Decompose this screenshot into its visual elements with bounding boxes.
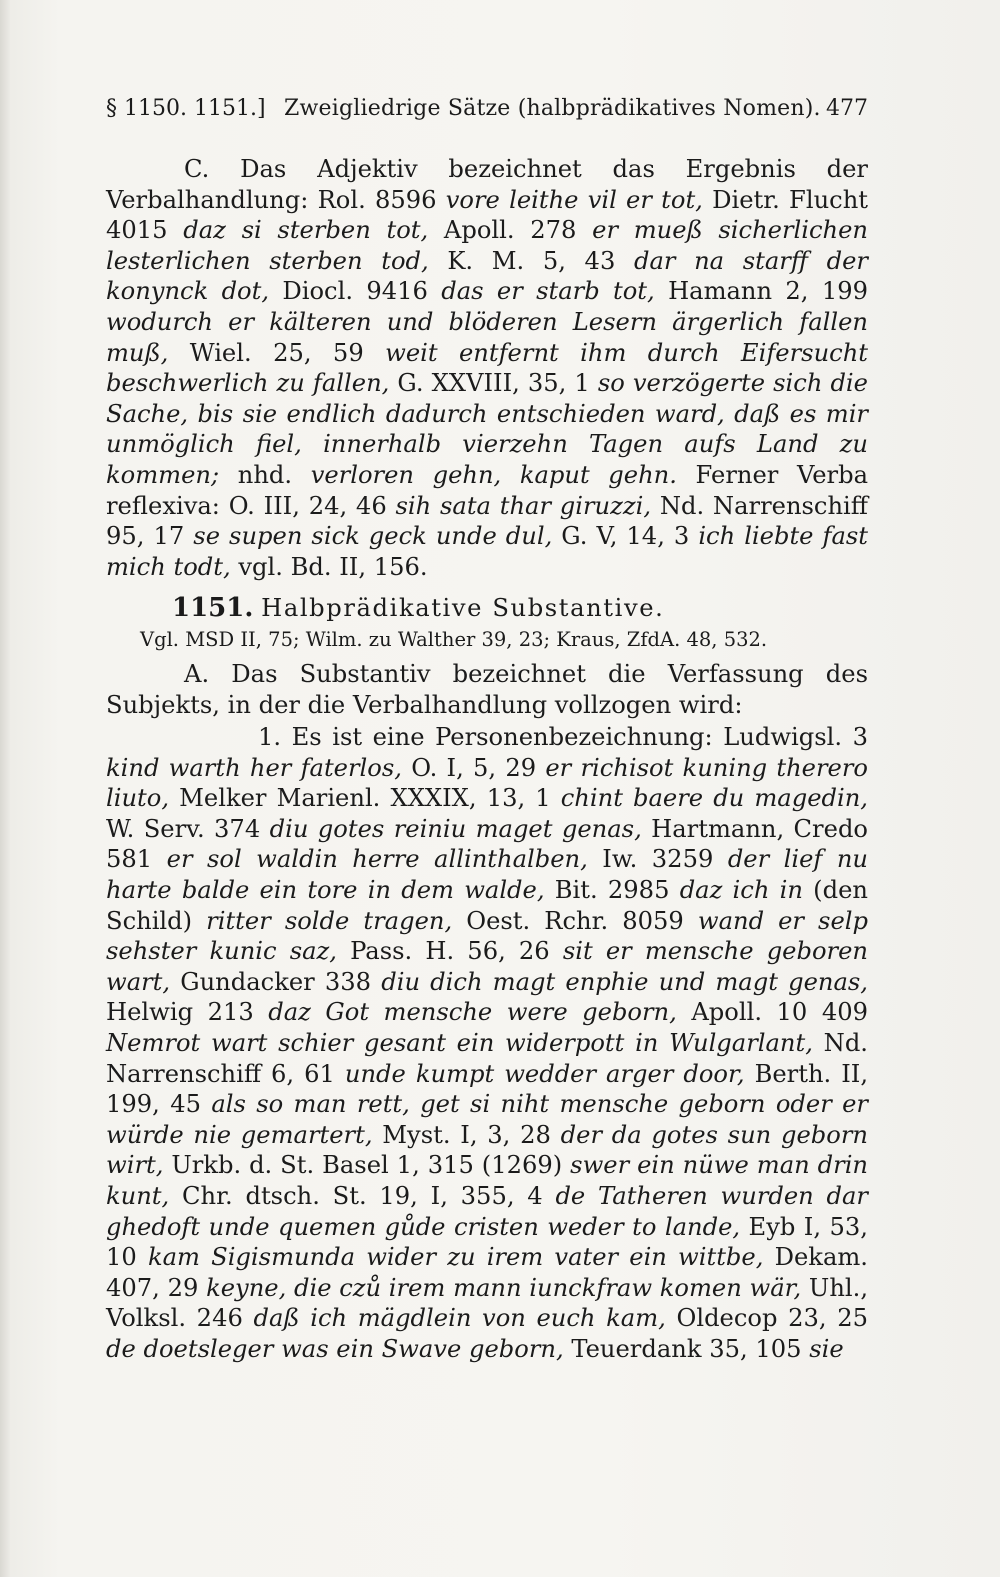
example-quote: sit er mensche geboren wart, (106, 937, 868, 996)
example-quote: sie (809, 1334, 844, 1363)
example-quote: daß ich mägdlein von euch kam, (253, 1304, 666, 1333)
example-quote: de Tatheren wurden dar ghedoft unde quemen gůde cristen weder to lande, (106, 1182, 868, 1241)
citation-text: G. V, 14, 3 (552, 522, 699, 551)
example-quote: unde kumpt wedder arger door, (344, 1059, 745, 1088)
citation-text: Myst. I, 3, 28 (372, 1120, 561, 1149)
example-quote: kam Sigismunda wider zu irem vater ein wittbe, (147, 1243, 764, 1272)
citation-text: Wiel. 25, 59 (168, 338, 386, 367)
example-quote: wand er selp sehster kunic saz, (106, 906, 869, 966)
example-quote: das er starb tot, (441, 277, 655, 306)
example-quote: weit entfernt ihm durch Eifersucht beschwerlich zu fallen, (106, 338, 868, 398)
citation-text: Nd. Narrenschiff 95, 17 (106, 491, 868, 551)
citation-text: Eyb I, 53, 10 (106, 1212, 868, 1272)
citation-text: Apoll. 10 409 (676, 998, 868, 1027)
citation-text: Ferner Verba reflexiva: O. III, 24, 46 (106, 460, 868, 520)
page-fold-shadow (0, 0, 10, 1577)
citation-text: Hamann 2, 199 (654, 277, 868, 306)
example-quote: daz ich in (679, 876, 803, 905)
citation-text: G. XXVIII, 35, 1 (389, 369, 598, 398)
citation-text: Oest. Rchr. 8059 (452, 906, 698, 935)
example-quote: chint baere du magedin, (560, 784, 868, 813)
example-quote: kind warth her faterlos, (106, 753, 402, 782)
body-text (106, 154, 868, 1365)
citation-text: Berth. II, 199, 45 (106, 1059, 869, 1119)
citation-text: (den Schild) (106, 876, 868, 935)
running-head (106, 96, 868, 132)
section-title: Halbprädikative Substantive. (261, 594, 665, 623)
citation-text: Apoll. 278 (428, 216, 593, 245)
example-quote: de doetsleger was ein Swave geborn, (106, 1334, 564, 1363)
example-quote: swer ein nüwe man drin kunt, (106, 1151, 869, 1210)
citation-text: nhd. (219, 460, 311, 489)
example-quote: der da gotes sun geborn wirt, (106, 1120, 868, 1180)
citation-text: Helwig 213 (106, 998, 269, 1027)
citation-text: A. Das Substantiv bezeichnet die Verfassung des Subjekts, in der die Verbalhandlung vollzogen wird: (106, 659, 868, 719)
example-quote: er richisot kuning therero liuto, (106, 753, 868, 813)
citation-text: K. M. 5, 43 (428, 246, 634, 275)
example-quote: er sol waldin herre allinthalben, (166, 845, 588, 874)
example-quote: ich liebte fast mich todt, (106, 522, 869, 581)
example-quote: keyne, die czů irem mann iunckfraw komen wär, (206, 1273, 802, 1302)
running-head-section: § 1150. 1151.] (106, 96, 266, 121)
citation-text: Pass. H. 56, 26 (336, 937, 563, 966)
example-quote: daz si sterben tot, (183, 216, 429, 245)
example-quote: wodurch er kälteren und blöderen Lesern ärgerlich fallen muß, (106, 307, 868, 367)
citation-text: Oldecop 23, 25 (665, 1304, 868, 1333)
citation-text: O. I, 5, 29 (401, 753, 546, 782)
example-quote: sih sata thar giruzzi, (395, 491, 652, 520)
example-quote: diu dich magt enphie und magt genas, (381, 967, 868, 996)
section-number: 1151. (172, 593, 254, 624)
citation-text: Dekam. 407, 29 (106, 1243, 868, 1302)
citation-text: Urkb. d. St. Basel 1, 315 (1269) (163, 1151, 571, 1180)
citation-text: Melker Marienl. XXXIX, 13, 1 (169, 784, 561, 813)
citation-text: C. Das Adjektiv bezeichnet das Ergebnis der Verbalhandlung: Rol. 8596 (106, 155, 868, 214)
page-number: 477 (826, 96, 868, 121)
citation-text: Uhl., Volksl. 246 (106, 1273, 869, 1333)
example-quote: er mueß sicherlichen lesterlichen sterben tod, (106, 216, 869, 275)
citation-text: Dietr. Flucht 4015 (106, 185, 868, 245)
paragraph-c (106, 154, 868, 582)
paragraph-1 (106, 722, 868, 1364)
citation-text: Nd. Narrenschiff 6, 61 (106, 1029, 868, 1088)
citation-text: vgl. Bd. II, 156. (230, 552, 428, 581)
example-quote: diu gotes reiniu maget genas, (269, 814, 642, 843)
citation-text: Diocl. 9416 (269, 277, 442, 306)
citation-text: Teuerdank 35, 105 (563, 1334, 810, 1363)
example-quote: der lief nu harte balde ein tore in dem walde, (106, 845, 869, 905)
example-quote: Nemrot wart schier gesant ein widerpott in Wulgarlant, (106, 1029, 813, 1058)
example-quote: als so man rett, get si niht mensche geborn oder er würde nie gemartert, (106, 1090, 868, 1149)
example-quote: verloren gehn, kaput gehn. (310, 460, 677, 489)
citation-text: Bit. 2985 (544, 876, 680, 905)
citation-text: Chr. dtsch. St. 19, I, 355, 4 (169, 1182, 556, 1210)
example-quote: se supen sick geck unde dul, (193, 522, 553, 551)
example-quote: dar na starff der konynck dot, (106, 246, 868, 306)
citation-text: Iw. 3259 (587, 845, 728, 874)
citation-text: 1. Es ist eine Personenbezeichnung: Ludwigsl. 3 (258, 723, 868, 752)
paragraph-a (106, 659, 868, 720)
citation-text: W. Serv. 374 (106, 814, 270, 843)
citation-text: Gundacker 338 (170, 967, 382, 996)
citation-text: Hartmann, Credo 581 (106, 814, 868, 874)
example-quote: vore leithe vil er tot, (445, 185, 703, 214)
literature-note: Vgl. MSD II, 75; Wilm. zu Walther 39, 23; Kraus, ZfdA. 48, 532. (140, 627, 768, 651)
example-quote: ritter solde tragen, (206, 906, 453, 935)
section-heading-1151 (106, 593, 868, 624)
example-quote: daz Got mensche were geborn, (268, 998, 677, 1027)
example-quote: so verzögerte sich die Sache, bis sie endlich dadurch entschieden ward, daß es mir unmöglich fiel, innerhalb vierzehn Tagen aufs Land zu kommen; (106, 369, 868, 489)
running-head-title: Zweigliedrige Sätze (halbprädikatives Nomen). (284, 96, 821, 121)
